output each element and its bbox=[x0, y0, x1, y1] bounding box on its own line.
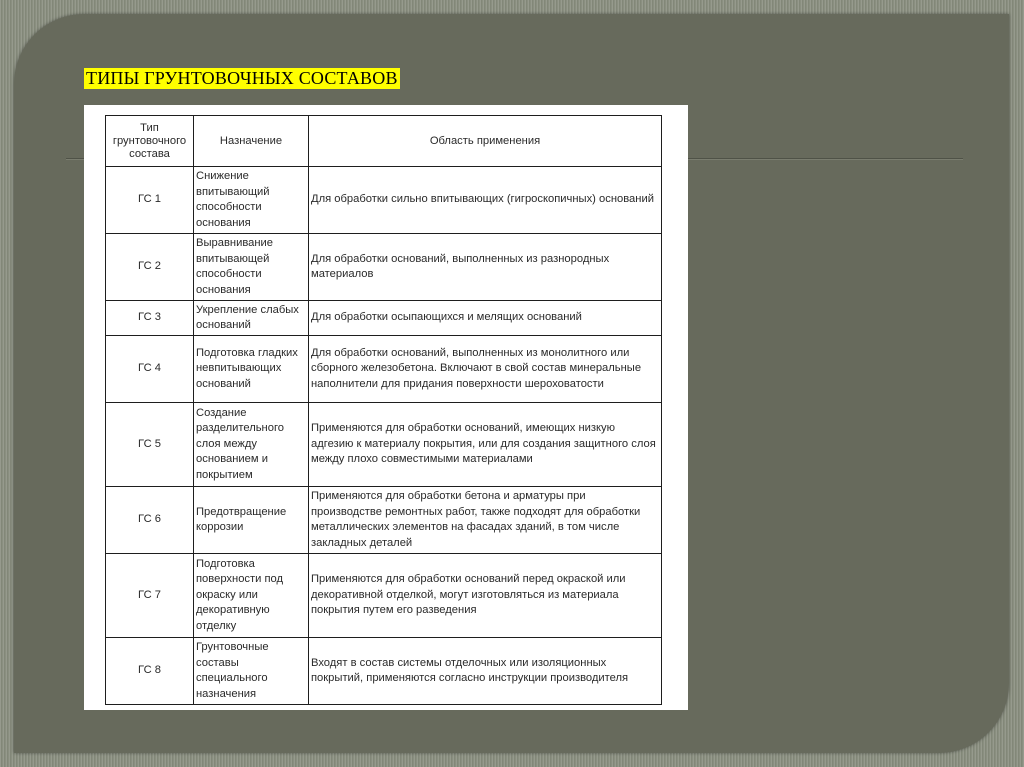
table-image bbox=[84, 105, 688, 710]
cell-type: ГС 6 bbox=[106, 487, 194, 554]
cell-area: Входят в состав системы отделочных или изоляционных покрытий, применяются согласно инструкции производителя bbox=[309, 638, 662, 705]
cell-type: ГС 5 bbox=[106, 403, 194, 487]
cell-area: Для обработки оснований, выполненных из монолитного или сборного железобетона. Включают в свой состав минеральные наполнители для придания поверхности шероховатости bbox=[309, 336, 662, 403]
cell-type: ГС 8 bbox=[106, 638, 194, 705]
cell-area: Для обработки оснований, выполненных из разнородных материалов bbox=[309, 234, 662, 301]
cell-area: Для обработки осыпающихся и мелящих оснований bbox=[309, 301, 662, 336]
table-row bbox=[106, 167, 662, 234]
header-type: Тип грунтовочного состава bbox=[106, 116, 194, 167]
cell-area: Применяются для обработки оснований, имеющих низкую адгезию к материалу покрытия, или для создания защитного слоя между плохо совместимыми материалами bbox=[309, 403, 662, 487]
header-purpose: Назначение bbox=[194, 116, 309, 167]
table-header-row bbox=[106, 116, 662, 167]
cell-area: Применяются для обработки бетона и арматуры при производстве ремонтных работ, также подходят для обработки металлических элементов на фасадах зданий, в том числе закладных деталей bbox=[309, 487, 662, 554]
table-row bbox=[106, 487, 662, 554]
cell-type: ГС 1 bbox=[106, 167, 194, 234]
cell-type: ГС 3 bbox=[106, 301, 194, 336]
table-row bbox=[106, 403, 662, 487]
cell-type: ГС 4 bbox=[106, 336, 194, 403]
cell-area: Применяются для обработки оснований перед окраской или декоративной отделкой, могут изготовляться из материала покрытия путем его разведения bbox=[309, 554, 662, 638]
cell-purpose: Подготовка поверхности под окраску или декоративную отделку bbox=[194, 554, 309, 638]
cell-purpose: Выравнивание впитывающей способности основания bbox=[194, 234, 309, 301]
slide-title: ТИПЫ ГРУНТОВОЧНЫХ СОСТАВОВ bbox=[86, 68, 398, 88]
cell-purpose: Снижение впитывающий способности основания bbox=[194, 167, 309, 234]
cell-purpose: Предотвращение коррозии bbox=[194, 487, 309, 554]
cell-purpose: Грунтовочные составы специального назначения bbox=[194, 638, 309, 705]
cell-type: ГС 2 bbox=[106, 234, 194, 301]
cell-purpose: Укрепление слабых оснований bbox=[194, 301, 309, 336]
table-row bbox=[106, 554, 662, 638]
table-row bbox=[106, 336, 662, 403]
table-row bbox=[106, 638, 662, 705]
cell-type: ГС 7 bbox=[106, 554, 194, 638]
primer-types-table bbox=[105, 115, 662, 705]
cell-purpose: Подготовка гладких невпитывающих оснований bbox=[194, 336, 309, 403]
table-row bbox=[106, 234, 662, 301]
header-area: Область применения bbox=[309, 116, 662, 167]
cell-purpose: Создание разделительного слоя между основанием и покрытием bbox=[194, 403, 309, 487]
cell-area: Для обработки сильно впитывающих (гигроскопичных) оснований bbox=[309, 167, 662, 234]
table-row bbox=[106, 301, 662, 336]
